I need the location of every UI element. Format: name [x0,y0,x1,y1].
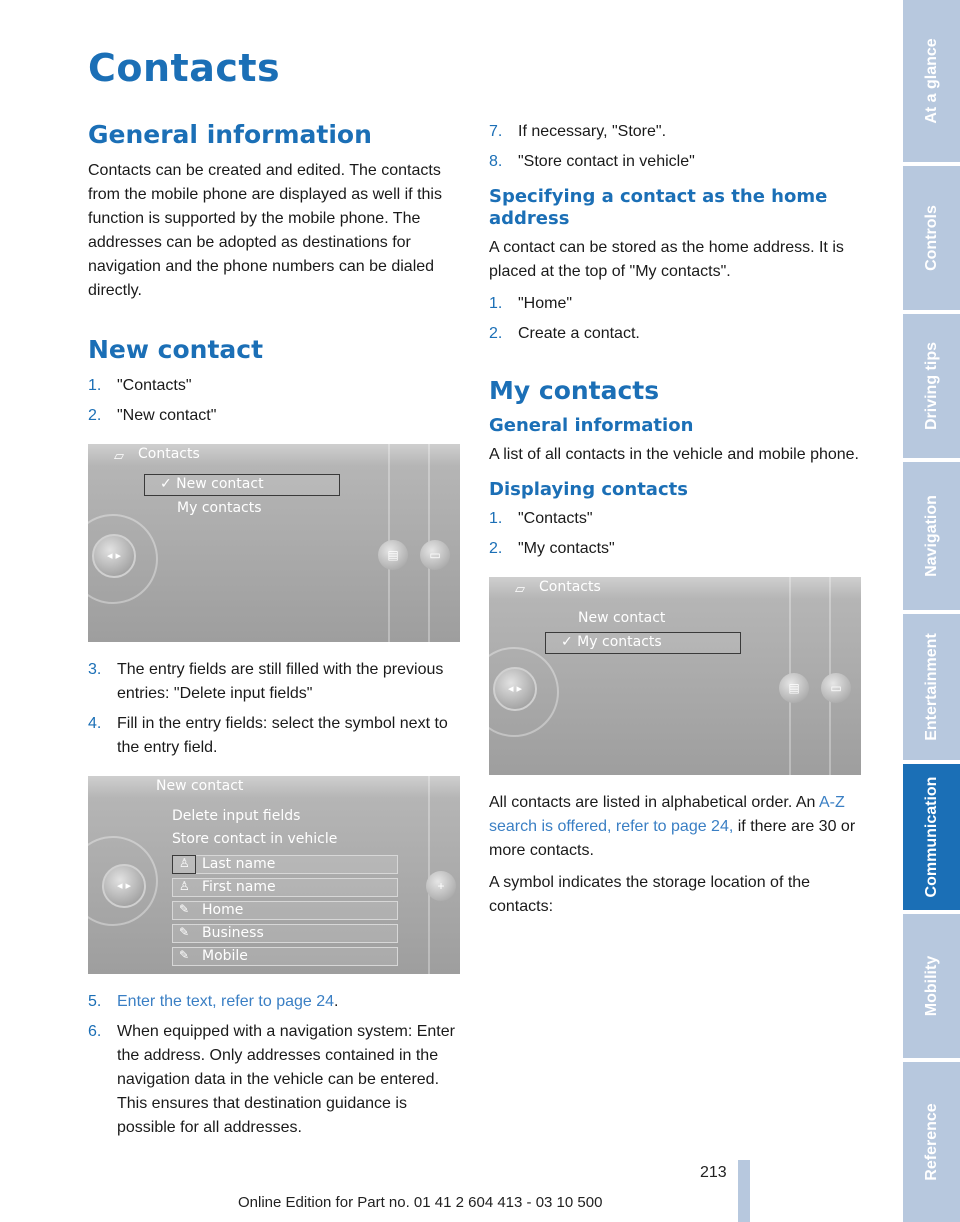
home-address-heading: Specifying a contact as the home address [489,186,828,229]
screenshot-new-contact-form [88,776,460,974]
contacts-book-icon: ▱ [515,581,525,596]
tab-reference[interactable]: Reference [903,1062,960,1222]
list-item: 5. Enter the text, refer to page 24. [88,993,339,1010]
plus-icon: + [426,871,456,901]
general-information-text: Contacts can be created and edited. The contacts from the mobile phone are displayed as well if this function is supported by the mobile phone. The addresses can be adopted as destinations for navigation and the phone numbers can be dialed directly. [88,162,442,299]
menu-item-new-contact[interactable]: New contact [578,610,666,626]
home-steps [489,292,861,346]
store-steps [489,120,861,174]
screen-title: New contact [156,778,244,794]
home-address-text: A contact can be stored as the home address. It is placed at the top of "My contacts". [489,239,844,280]
tab-mobility[interactable]: Mobility [903,914,960,1058]
list-item: 1. "Home" [489,295,573,312]
list-item: 6. When equipped with a navigation system: Enter the address. Only addresses contained in the navigation data in the vehicle can be entered. This ensures that destination guidance is possible for all addresses. [88,1023,455,1136]
controller-knob-icon: ◂ ▸ [92,534,136,578]
controller-knob-icon: ◂ ▸ [102,864,146,908]
edit-icon: ✎ [179,902,190,916]
page-link[interactable]: A-Z search is offered, refer to page 24, [489,794,845,835]
list-item: 2. "My contacts" [489,540,615,557]
option-icon: ▭ [420,540,450,570]
general-information-heading: General information [88,120,372,149]
page-marker [738,1160,750,1222]
edit-icon: ✎ [179,925,190,939]
new-contact-steps-a [88,374,460,428]
screenshot-my-contacts [489,577,861,775]
alphabetical-text: All contacts are listed in alphabetical order. An A-Z search is offered, refer to page 24, if there are 30 or more contacts. [489,794,856,859]
footer-edition: Online Edition for Part no. 01 41 2 604 413 - 03 10 500 [238,1194,603,1211]
selection-highlight [172,855,196,874]
tab-communication[interactable]: Communication [903,764,960,910]
screen-title: Contacts [539,579,601,595]
new-contact-steps-c [88,990,460,1140]
contacts-book-icon: ▱ [114,448,124,463]
list-item: 3. The entry fields are still filled with the previous entries: "Delete input fields" [88,661,444,702]
notes-icon: ▤ [779,673,809,703]
list-item: 8. "Store contact in vehicle" [489,153,695,170]
list-item: 1. "Contacts" [489,510,593,527]
new-contact-heading: New contact [88,335,264,364]
field-business[interactable]: ✎ Business [172,924,398,943]
storage-symbol-text: A symbol indicates the storage location of the contacts: [489,874,811,915]
left-column [88,120,460,1146]
page-link[interactable]: Enter the text, refer to page 24 [117,993,335,1010]
person-icon: ♙ [179,879,190,893]
option-icon: ▭ [821,673,851,703]
field-home[interactable]: ✎ Home [172,901,398,920]
menu-item-my-contacts[interactable]: My contacts [177,500,262,516]
tab-navigation[interactable]: Navigation [903,462,960,610]
menu-item-store-contact[interactable]: Store contact in vehicle [172,831,338,847]
page-title: Contacts [88,46,281,90]
new-contact-steps-b [88,658,460,760]
list-item: 1. "Contacts" [88,377,192,394]
menu-item-new-contact[interactable]: ✓ New contact [160,476,264,492]
chapter-sidebar [903,0,960,1222]
notes-icon: ▤ [378,540,408,570]
list-item: 7. If necessary, "Store". [489,123,667,140]
my-contacts-heading: My contacts [489,376,660,405]
list-item: 4. Fill in the entry fields: select the symbol next to the entry field. [88,715,448,756]
tab-at-a-glance[interactable]: At a glance [903,0,960,162]
person-icon: ♙ [179,856,190,870]
controller-knob-icon: ◂ ▸ [493,667,537,711]
page-number: 213 [700,1164,727,1181]
displaying-contacts-heading: Displaying contacts [489,479,688,500]
tab-entertainment[interactable]: Entertainment [903,614,960,760]
screen-title: Contacts [138,446,200,462]
menu-item-my-contacts[interactable]: ✓ My contacts [561,634,662,650]
my-contacts-text: A list of all contacts in the vehicle and mobile phone. [489,446,859,463]
screenshot-contacts-new [88,444,460,642]
right-column [489,120,861,927]
field-first-name[interactable]: ♙ First name [172,878,398,897]
display-steps [489,507,861,561]
edit-icon: ✎ [179,948,190,962]
tab-driving-tips[interactable]: Driving tips [903,314,960,458]
list-item: 2. "New contact" [88,407,217,424]
field-last-name[interactable]: ♙ Last name [172,855,398,874]
general-information-subheading: General information [489,415,694,436]
menu-item-delete-input-fields[interactable]: Delete input fields [172,808,301,824]
tab-controls[interactable]: Controls [903,166,960,310]
field-mobile[interactable]: ✎ Mobile [172,947,398,966]
list-item: 2. Create a contact. [489,325,640,342]
